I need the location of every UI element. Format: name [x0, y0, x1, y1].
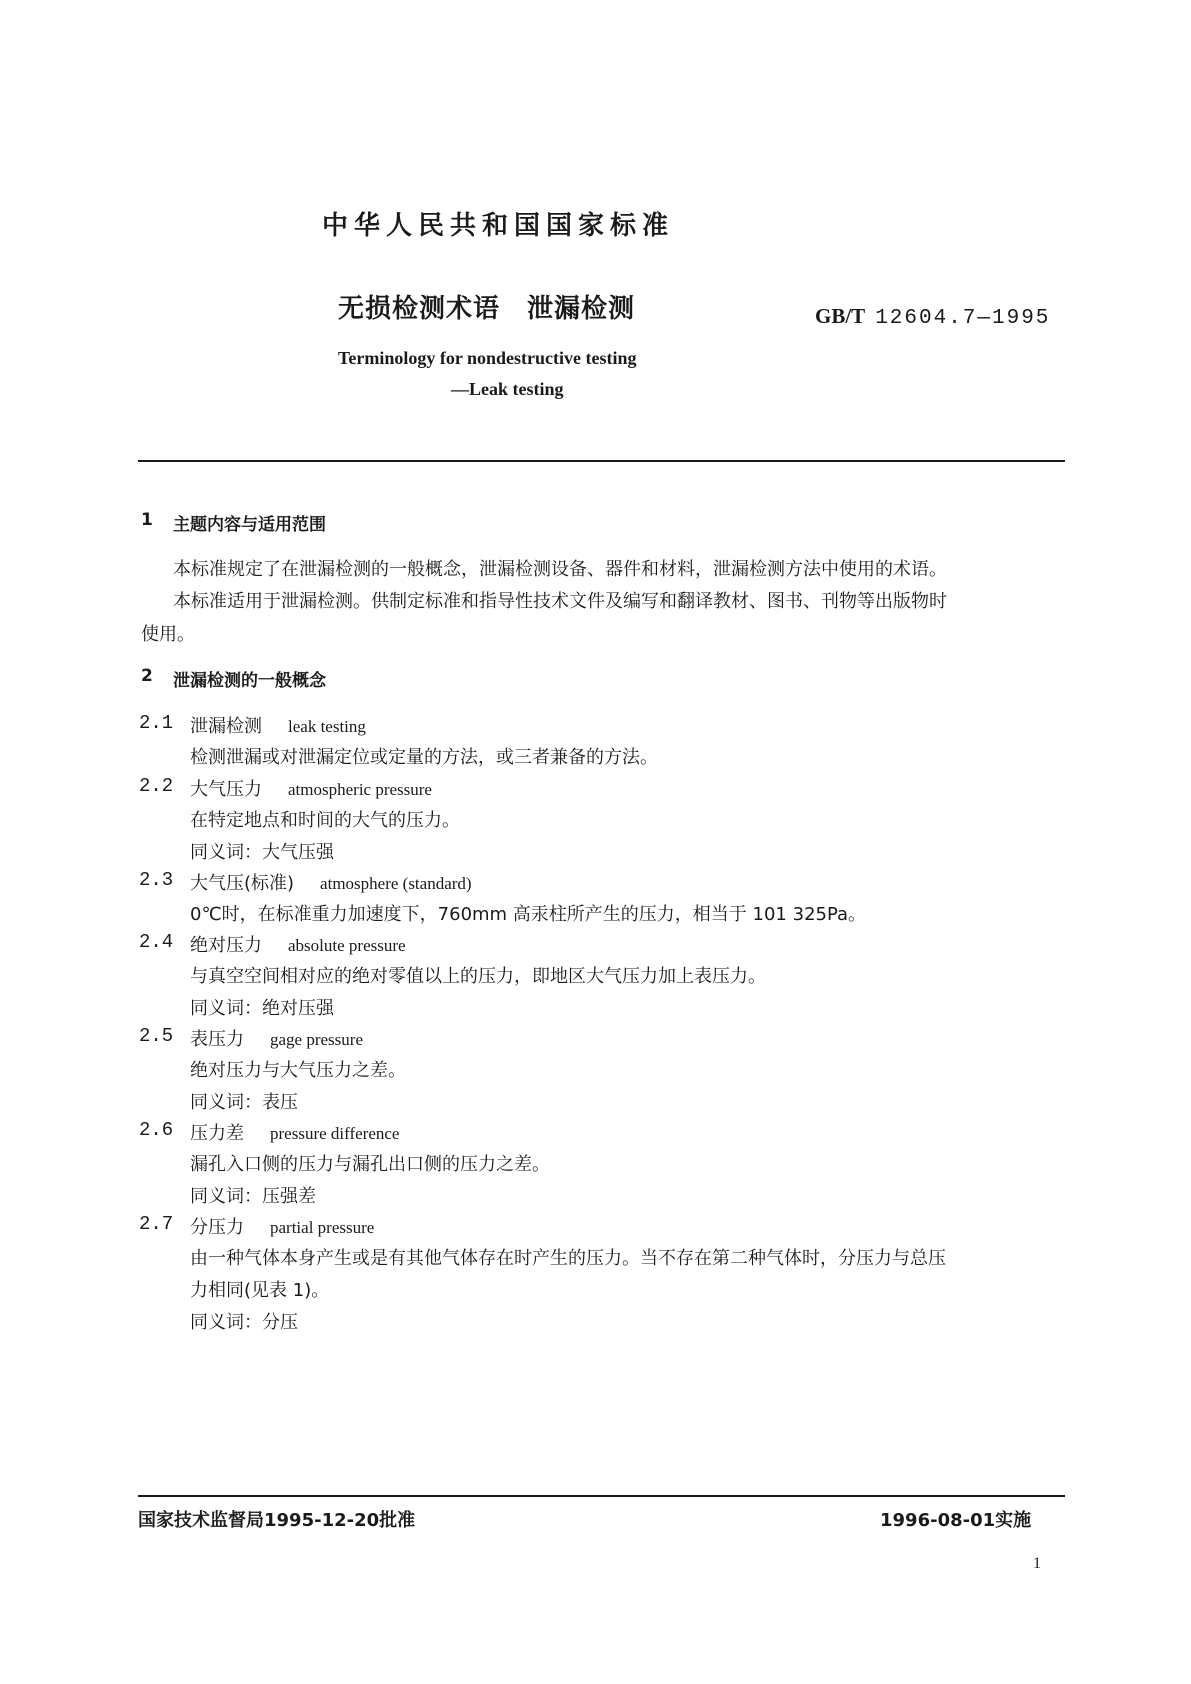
term-synonym: 同义词：压强差 [190, 1186, 316, 1207]
standard-number [815, 304, 1050, 330]
implementation-date: 1996-08-01实施 [880, 1510, 1032, 1531]
term-definition-cont: 力相同(见表 1)。 [190, 1280, 330, 1301]
page-number: 1 [1033, 1555, 1041, 1572]
term-cn: 表压力 [190, 1029, 244, 1050]
standard-code: 12604.7—1995 [875, 307, 1051, 330]
term-cn: 分压力 [190, 1217, 244, 1238]
term-en: atmosphere (standard) [320, 874, 472, 893]
standard-prefix: GB/T [815, 304, 866, 328]
term-heading [190, 712, 366, 738]
term-synonym: 同义词：表压 [190, 1092, 298, 1113]
term-en: pressure difference [270, 1124, 400, 1143]
term-heading [190, 931, 406, 957]
term-cn: 压力差 [190, 1123, 244, 1144]
term-definition: 与真空空间相对应的绝对零值以上的压力，即地区大气压力加上表压力。 [190, 966, 766, 987]
term-definition: 由一种气体本身产生或是有其他气体存在时产生的压力。当不存在第二种气体时，分压力与总压 [190, 1248, 946, 1269]
document-title-en-line1: Terminology for nondestructive testing [338, 348, 637, 368]
term-heading [190, 1119, 399, 1145]
header-divider [138, 460, 1065, 462]
term-en: gage pressure [270, 1030, 363, 1049]
document-title-en-line2: —Leak testing [451, 379, 564, 399]
footer-divider [138, 1495, 1065, 1497]
term-definition: 漏孔入口侧的压力与漏孔出口侧的压力之差。 [190, 1154, 550, 1175]
term-en: partial pressure [270, 1218, 375, 1237]
section-2-heading: 泄漏检测的一般概念 [173, 671, 326, 691]
term-number: 2.1 [139, 712, 174, 734]
term-number: 2.2 [139, 775, 174, 797]
section-1-paragraph-2-cont: 使用。 [141, 624, 195, 645]
term-synonym: 同义词：分压 [190, 1312, 298, 1333]
term-definition: 检测泄漏或对泄漏定位或定量的方法，或三者兼备的方法。 [190, 747, 658, 768]
standard-type-heading: 中华人民共和国国家标准 [322, 211, 675, 241]
term-cn: 大气压力 [190, 779, 262, 800]
term-heading [190, 1025, 363, 1051]
term-synonym: 同义词：绝对压强 [190, 998, 334, 1019]
term-en: atmospheric pressure [288, 780, 432, 799]
document-title-cn: 无损检测术语 泄漏检测 [338, 294, 636, 324]
term-synonym: 同义词：大气压强 [190, 842, 334, 863]
section-1-paragraph-2: 本标准适用于泄漏检测。供制定标准和指导性技术文件及编写和翻译教材、图书、刊物等出版物时 [173, 591, 947, 612]
term-cn: 绝对压力 [190, 935, 262, 956]
term-number: 2.4 [139, 931, 174, 953]
term-heading [190, 869, 472, 895]
term-number: 2.6 [139, 1119, 174, 1141]
term-heading [190, 775, 432, 801]
term-cn: 大气压(标准) [190, 873, 295, 894]
term-en: absolute pressure [288, 936, 406, 955]
term-heading [190, 1213, 374, 1239]
term-number: 2.5 [139, 1025, 174, 1047]
term-en: leak testing [288, 717, 366, 736]
term-number: 2.3 [139, 869, 174, 891]
section-1-paragraph-1: 本标准规定了在泄漏检测的一般概念，泄漏检测设备、器件和材料，泄漏检测方法中使用的术语。 [173, 559, 947, 580]
section-2-number: 2 [141, 666, 153, 686]
term-cn: 泄漏检测 [190, 716, 262, 737]
section-1-number: 1 [141, 510, 153, 530]
term-definition: 在特定地点和时间的大气的压力。 [190, 810, 460, 831]
approval-note: 国家技术监督局1995-12-20批准 [138, 1510, 416, 1531]
term-number: 2.7 [139, 1213, 174, 1235]
term-definition: 0℃时，在标准重力加速度下，760mm 高汞柱所产生的压力，相当于 101 325Pa。 [190, 904, 867, 925]
term-definition: 绝对压力与大气压力之差。 [190, 1060, 406, 1081]
section-1-heading: 主题内容与适用范围 [173, 515, 326, 535]
